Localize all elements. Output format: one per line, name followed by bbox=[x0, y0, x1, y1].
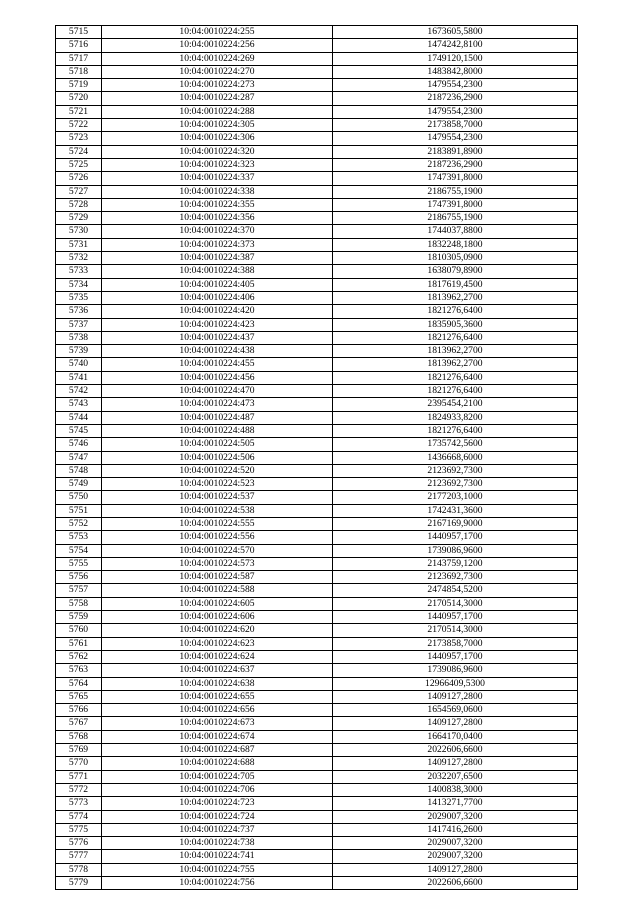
row-number-cell: 5738 bbox=[56, 331, 102, 344]
cadastral-value-table bbox=[55, 25, 578, 890]
cadastral-number-cell: 10:04:0010224:741 bbox=[102, 850, 333, 863]
row-number-cell: 5760 bbox=[56, 624, 102, 637]
cadastral-number-cell: 10:04:0010224:420 bbox=[102, 305, 333, 318]
cadastral-value-cell: 2029007,3200 bbox=[333, 810, 578, 823]
cadastral-value-cell: 1436668,6000 bbox=[333, 451, 578, 464]
cadastral-number-cell: 10:04:0010224:687 bbox=[102, 744, 333, 757]
cadastral-number-cell: 10:04:0010224:724 bbox=[102, 810, 333, 823]
table-row bbox=[56, 557, 578, 570]
cadastral-number-cell: 10:04:0010224:406 bbox=[102, 291, 333, 304]
cadastral-number-cell: 10:04:0010224:573 bbox=[102, 557, 333, 570]
cadastral-number-cell: 10:04:0010224:674 bbox=[102, 730, 333, 743]
table-row bbox=[56, 730, 578, 743]
table-row bbox=[56, 278, 578, 291]
cadastral-number-cell: 10:04:0010224:624 bbox=[102, 650, 333, 663]
table-row bbox=[56, 398, 578, 411]
table-row bbox=[56, 198, 578, 211]
cadastral-value-cell: 1483842,8000 bbox=[333, 65, 578, 78]
cadastral-number-cell: 10:04:0010224:455 bbox=[102, 358, 333, 371]
cadastral-number-cell: 10:04:0010224:370 bbox=[102, 225, 333, 238]
table-row bbox=[56, 305, 578, 318]
table-row bbox=[56, 252, 578, 265]
cadastral-number-cell: 10:04:0010224:387 bbox=[102, 252, 333, 265]
table-row bbox=[56, 172, 578, 185]
cadastral-number-cell: 10:04:0010224:470 bbox=[102, 385, 333, 398]
row-number-cell: 5777 bbox=[56, 850, 102, 863]
cadastral-number-cell: 10:04:0010224:606 bbox=[102, 611, 333, 624]
cadastral-number-cell: 10:04:0010224:673 bbox=[102, 717, 333, 730]
cadastral-number-cell: 10:04:0010224:388 bbox=[102, 265, 333, 278]
table-row bbox=[56, 478, 578, 491]
cadastral-number-cell: 10:04:0010224:556 bbox=[102, 531, 333, 544]
cadastral-number-cell: 10:04:0010224:688 bbox=[102, 757, 333, 770]
row-number-cell: 5754 bbox=[56, 544, 102, 557]
cadastral-value-cell: 1813962,2700 bbox=[333, 291, 578, 304]
row-number-cell: 5731 bbox=[56, 238, 102, 251]
cadastral-number-cell: 10:04:0010224:588 bbox=[102, 584, 333, 597]
table-row bbox=[56, 664, 578, 677]
cadastral-value-cell: 2474854,5200 bbox=[333, 584, 578, 597]
table-row bbox=[56, 145, 578, 158]
cadastral-value-cell: 1479554,2300 bbox=[333, 79, 578, 92]
cadastral-number-cell: 10:04:0010224:756 bbox=[102, 877, 333, 890]
cadastral-value-cell: 1739086,9600 bbox=[333, 664, 578, 677]
row-number-cell: 5761 bbox=[56, 637, 102, 650]
row-number-cell: 5772 bbox=[56, 783, 102, 796]
cadastral-number-cell: 10:04:0010224:506 bbox=[102, 451, 333, 464]
row-number-cell: 5752 bbox=[56, 517, 102, 530]
table-row bbox=[56, 744, 578, 757]
row-number-cell: 5753 bbox=[56, 531, 102, 544]
cadastral-value-cell: 1409127,2800 bbox=[333, 757, 578, 770]
cadastral-value-cell: 1440957,1700 bbox=[333, 650, 578, 663]
table-row bbox=[56, 877, 578, 890]
cadastral-number-cell: 10:04:0010224:655 bbox=[102, 690, 333, 703]
row-number-cell: 5739 bbox=[56, 345, 102, 358]
cadastral-value-cell: 1821276,6400 bbox=[333, 331, 578, 344]
table-row bbox=[56, 504, 578, 517]
cadastral-value-cell: 1821276,6400 bbox=[333, 424, 578, 437]
row-number-cell: 5748 bbox=[56, 464, 102, 477]
row-number-cell: 5766 bbox=[56, 704, 102, 717]
table-row bbox=[56, 637, 578, 650]
cadastral-number-cell: 10:04:0010224:505 bbox=[102, 438, 333, 451]
table-row bbox=[56, 119, 578, 132]
cadastral-value-cell: 1813962,2700 bbox=[333, 358, 578, 371]
cadastral-value-cell: 2022606,6600 bbox=[333, 744, 578, 757]
cadastral-value-cell: 2173858,7000 bbox=[333, 637, 578, 650]
cadastral-value-cell: 1409127,2800 bbox=[333, 863, 578, 876]
row-number-cell: 5776 bbox=[56, 837, 102, 850]
cadastral-number-cell: 10:04:0010224:755 bbox=[102, 863, 333, 876]
table-row bbox=[56, 438, 578, 451]
cadastral-value-cell: 2186755,1900 bbox=[333, 212, 578, 225]
cadastral-value-cell: 1654569,0600 bbox=[333, 704, 578, 717]
cadastral-number-cell: 10:04:0010224:456 bbox=[102, 371, 333, 384]
cadastral-value-cell: 1742431,3600 bbox=[333, 504, 578, 517]
table-row bbox=[56, 411, 578, 424]
cadastral-number-cell: 10:04:0010224:555 bbox=[102, 517, 333, 530]
row-number-cell: 5745 bbox=[56, 424, 102, 437]
table-row bbox=[56, 424, 578, 437]
cadastral-number-cell: 10:04:0010224:637 bbox=[102, 664, 333, 677]
table-row bbox=[56, 464, 578, 477]
cadastral-value-cell: 1744037,8800 bbox=[333, 225, 578, 238]
table-row bbox=[56, 544, 578, 557]
cadastral-number-cell: 10:04:0010224:356 bbox=[102, 212, 333, 225]
row-number-cell: 5740 bbox=[56, 358, 102, 371]
cadastral-value-cell: 1810305,0900 bbox=[333, 252, 578, 265]
cadastral-value-cell: 1474242,8100 bbox=[333, 39, 578, 52]
cadastral-number-cell: 10:04:0010224:305 bbox=[102, 119, 333, 132]
cadastral-number-cell: 10:04:0010224:623 bbox=[102, 637, 333, 650]
row-number-cell: 5755 bbox=[56, 557, 102, 570]
cadastral-value-cell: 2032207,6500 bbox=[333, 770, 578, 783]
row-number-cell: 5764 bbox=[56, 677, 102, 690]
cadastral-number-cell: 10:04:0010224:273 bbox=[102, 79, 333, 92]
row-number-cell: 5746 bbox=[56, 438, 102, 451]
cadastral-value-cell: 1739086,9600 bbox=[333, 544, 578, 557]
cadastral-number-cell: 10:04:0010224:537 bbox=[102, 491, 333, 504]
row-number-cell: 5736 bbox=[56, 305, 102, 318]
cadastral-value-cell: 2395454,2100 bbox=[333, 398, 578, 411]
table-row bbox=[56, 491, 578, 504]
cadastral-number-cell: 10:04:0010224:723 bbox=[102, 797, 333, 810]
cadastral-value-cell: 2143759,1200 bbox=[333, 557, 578, 570]
cadastral-number-cell: 10:04:0010224:538 bbox=[102, 504, 333, 517]
row-number-cell: 5720 bbox=[56, 92, 102, 105]
table-row bbox=[56, 385, 578, 398]
row-number-cell: 5757 bbox=[56, 584, 102, 597]
table-row bbox=[56, 79, 578, 92]
cadastral-value-cell: 1400838,3000 bbox=[333, 783, 578, 796]
cadastral-number-cell: 10:04:0010224:706 bbox=[102, 783, 333, 796]
table-row bbox=[56, 331, 578, 344]
row-number-cell: 5759 bbox=[56, 611, 102, 624]
row-number-cell: 5750 bbox=[56, 491, 102, 504]
cadastral-number-cell: 10:04:0010224:620 bbox=[102, 624, 333, 637]
table-row bbox=[56, 158, 578, 171]
cadastral-value-cell: 1747391,8000 bbox=[333, 198, 578, 211]
table-row bbox=[56, 358, 578, 371]
table-row bbox=[56, 92, 578, 105]
cadastral-value-cell: 1821276,6400 bbox=[333, 371, 578, 384]
table-row bbox=[56, 584, 578, 597]
row-number-cell: 5719 bbox=[56, 79, 102, 92]
cadastral-value-cell: 2123692,7300 bbox=[333, 478, 578, 491]
table-row bbox=[56, 265, 578, 278]
cadastral-number-cell: 10:04:0010224:337 bbox=[102, 172, 333, 185]
table-row bbox=[56, 212, 578, 225]
table-row bbox=[56, 225, 578, 238]
cadastral-value-cell: 1747391,8000 bbox=[333, 172, 578, 185]
table-row bbox=[56, 597, 578, 610]
cadastral-value-cell: 1409127,2800 bbox=[333, 717, 578, 730]
row-number-cell: 5742 bbox=[56, 385, 102, 398]
row-number-cell: 5729 bbox=[56, 212, 102, 225]
cadastral-value-cell: 1735742,5600 bbox=[333, 438, 578, 451]
cadastral-number-cell: 10:04:0010224:587 bbox=[102, 571, 333, 584]
row-number-cell: 5732 bbox=[56, 252, 102, 265]
table-row bbox=[56, 451, 578, 464]
cadastral-value-cell: 2187236,2900 bbox=[333, 92, 578, 105]
cadastral-value-cell: 2170514,3000 bbox=[333, 624, 578, 637]
row-number-cell: 5758 bbox=[56, 597, 102, 610]
row-number-cell: 5778 bbox=[56, 863, 102, 876]
cadastral-value-cell: 2123692,7300 bbox=[333, 571, 578, 584]
cadastral-number-cell: 10:04:0010224:355 bbox=[102, 198, 333, 211]
table-row bbox=[56, 52, 578, 65]
table-row bbox=[56, 850, 578, 863]
table-row bbox=[56, 717, 578, 730]
table-row bbox=[56, 783, 578, 796]
cadastral-value-cell: 1821276,6400 bbox=[333, 305, 578, 318]
row-number-cell: 5773 bbox=[56, 797, 102, 810]
row-number-cell: 5725 bbox=[56, 158, 102, 171]
table-row bbox=[56, 185, 578, 198]
cadastral-value-cell: 1817619,4500 bbox=[333, 278, 578, 291]
cadastral-number-cell: 10:04:0010224:605 bbox=[102, 597, 333, 610]
row-number-cell: 5722 bbox=[56, 119, 102, 132]
cadastral-number-cell: 10:04:0010224:320 bbox=[102, 145, 333, 158]
table-row bbox=[56, 624, 578, 637]
row-number-cell: 5744 bbox=[56, 411, 102, 424]
row-number-cell: 5751 bbox=[56, 504, 102, 517]
cadastral-value-cell: 1479554,2300 bbox=[333, 132, 578, 145]
cadastral-number-cell: 10:04:0010224:438 bbox=[102, 345, 333, 358]
row-number-cell: 5747 bbox=[56, 451, 102, 464]
cadastral-number-cell: 10:04:0010224:437 bbox=[102, 331, 333, 344]
cadastral-value-cell: 1479554,2300 bbox=[333, 105, 578, 118]
cadastral-value-cell: 1749120,1500 bbox=[333, 52, 578, 65]
cadastral-value-cell: 1664170,0400 bbox=[333, 730, 578, 743]
cadastral-value-cell: 2177203,1000 bbox=[333, 491, 578, 504]
table-row bbox=[56, 650, 578, 663]
row-number-cell: 5717 bbox=[56, 52, 102, 65]
row-number-cell: 5716 bbox=[56, 39, 102, 52]
cadastral-number-cell: 10:04:0010224:705 bbox=[102, 770, 333, 783]
table-row bbox=[56, 345, 578, 358]
cadastral-number-cell: 10:04:0010224:570 bbox=[102, 544, 333, 557]
row-number-cell: 5779 bbox=[56, 877, 102, 890]
table-row bbox=[56, 690, 578, 703]
cadastral-number-cell: 10:04:0010224:288 bbox=[102, 105, 333, 118]
row-number-cell: 5727 bbox=[56, 185, 102, 198]
cadastral-value-cell: 1638079,8900 bbox=[333, 265, 578, 278]
table-row bbox=[56, 238, 578, 251]
cadastral-number-cell: 10:04:0010224:287 bbox=[102, 92, 333, 105]
table-row bbox=[56, 132, 578, 145]
cadastral-number-cell: 10:04:0010224:269 bbox=[102, 52, 333, 65]
table-row bbox=[56, 770, 578, 783]
table-row bbox=[56, 823, 578, 836]
cadastral-value-cell: 1409127,2800 bbox=[333, 690, 578, 703]
cadastral-number-cell: 10:04:0010224:638 bbox=[102, 677, 333, 690]
row-number-cell: 5767 bbox=[56, 717, 102, 730]
table-row bbox=[56, 291, 578, 304]
row-number-cell: 5756 bbox=[56, 571, 102, 584]
table-row bbox=[56, 318, 578, 331]
row-number-cell: 5774 bbox=[56, 810, 102, 823]
cadastral-value-cell: 2123692,7300 bbox=[333, 464, 578, 477]
cadastral-number-cell: 10:04:0010224:270 bbox=[102, 65, 333, 78]
table-row bbox=[56, 704, 578, 717]
row-number-cell: 5734 bbox=[56, 278, 102, 291]
row-number-cell: 5733 bbox=[56, 265, 102, 278]
table-row bbox=[56, 863, 578, 876]
row-number-cell: 5715 bbox=[56, 26, 102, 39]
table-row bbox=[56, 611, 578, 624]
row-number-cell: 5721 bbox=[56, 105, 102, 118]
cadastral-value-cell: 2187236,2900 bbox=[333, 158, 578, 171]
row-number-cell: 5743 bbox=[56, 398, 102, 411]
table-row bbox=[56, 371, 578, 384]
cadastral-value-cell: 2183891,8900 bbox=[333, 145, 578, 158]
row-number-cell: 5723 bbox=[56, 132, 102, 145]
cadastral-value-cell: 1440957,1700 bbox=[333, 611, 578, 624]
table-body bbox=[56, 26, 578, 890]
row-number-cell: 5741 bbox=[56, 371, 102, 384]
cadastral-number-cell: 10:04:0010224:520 bbox=[102, 464, 333, 477]
cadastral-value-cell: 1835905,3600 bbox=[333, 318, 578, 331]
cadastral-number-cell: 10:04:0010224:738 bbox=[102, 837, 333, 850]
row-number-cell: 5771 bbox=[56, 770, 102, 783]
table-row bbox=[56, 26, 578, 39]
row-number-cell: 5770 bbox=[56, 757, 102, 770]
table-row bbox=[56, 677, 578, 690]
cadastral-value-cell: 2173858,7000 bbox=[333, 119, 578, 132]
cadastral-value-cell: 2170514,3000 bbox=[333, 597, 578, 610]
cadastral-number-cell: 10:04:0010224:487 bbox=[102, 411, 333, 424]
cadastral-value-cell: 1440957,1700 bbox=[333, 531, 578, 544]
table-row bbox=[56, 531, 578, 544]
row-number-cell: 5749 bbox=[56, 478, 102, 491]
table-row bbox=[56, 810, 578, 823]
row-number-cell: 5726 bbox=[56, 172, 102, 185]
cadastral-number-cell: 10:04:0010224:488 bbox=[102, 424, 333, 437]
cadastral-value-cell: 1832248,1800 bbox=[333, 238, 578, 251]
cadastral-number-cell: 10:04:0010224:255 bbox=[102, 26, 333, 39]
row-number-cell: 5718 bbox=[56, 65, 102, 78]
cadastral-value-cell: 12966409,5300 bbox=[333, 677, 578, 690]
cadastral-value-cell: 1821276,6400 bbox=[333, 385, 578, 398]
cadastral-value-cell: 1824933,8200 bbox=[333, 411, 578, 424]
cadastral-number-cell: 10:04:0010224:373 bbox=[102, 238, 333, 251]
row-number-cell: 5724 bbox=[56, 145, 102, 158]
table-row bbox=[56, 65, 578, 78]
cadastral-number-cell: 10:04:0010224:423 bbox=[102, 318, 333, 331]
row-number-cell: 5765 bbox=[56, 690, 102, 703]
row-number-cell: 5730 bbox=[56, 225, 102, 238]
cadastral-value-cell: 2167169,9000 bbox=[333, 517, 578, 530]
row-number-cell: 5737 bbox=[56, 318, 102, 331]
row-number-cell: 5762 bbox=[56, 650, 102, 663]
table-row bbox=[56, 105, 578, 118]
row-number-cell: 5728 bbox=[56, 198, 102, 211]
row-number-cell: 5763 bbox=[56, 664, 102, 677]
cadastral-value-cell: 2022606,6600 bbox=[333, 877, 578, 890]
row-number-cell: 5768 bbox=[56, 730, 102, 743]
cadastral-number-cell: 10:04:0010224:656 bbox=[102, 704, 333, 717]
table-row bbox=[56, 571, 578, 584]
cadastral-value-cell: 1417416,2600 bbox=[333, 823, 578, 836]
cadastral-number-cell: 10:04:0010224:405 bbox=[102, 278, 333, 291]
row-number-cell: 5769 bbox=[56, 744, 102, 757]
table-row bbox=[56, 757, 578, 770]
cadastral-value-cell: 1673605,5800 bbox=[333, 26, 578, 39]
table-row bbox=[56, 797, 578, 810]
cadastral-value-cell: 2029007,3200 bbox=[333, 837, 578, 850]
table-row bbox=[56, 837, 578, 850]
cadastral-value-cell: 1813962,2700 bbox=[333, 345, 578, 358]
table-row bbox=[56, 39, 578, 52]
cadastral-value-cell: 2029007,3200 bbox=[333, 850, 578, 863]
row-number-cell: 5735 bbox=[56, 291, 102, 304]
cadastral-number-cell: 10:04:0010224:338 bbox=[102, 185, 333, 198]
cadastral-number-cell: 10:04:0010224:473 bbox=[102, 398, 333, 411]
cadastral-value-cell: 2186755,1900 bbox=[333, 185, 578, 198]
cadastral-number-cell: 10:04:0010224:737 bbox=[102, 823, 333, 836]
row-number-cell: 5775 bbox=[56, 823, 102, 836]
table-row bbox=[56, 517, 578, 530]
cadastral-number-cell: 10:04:0010224:523 bbox=[102, 478, 333, 491]
cadastral-number-cell: 10:04:0010224:323 bbox=[102, 158, 333, 171]
cadastral-value-cell: 1413271,7700 bbox=[333, 797, 578, 810]
cadastral-number-cell: 10:04:0010224:306 bbox=[102, 132, 333, 145]
cadastral-number-cell: 10:04:0010224:256 bbox=[102, 39, 333, 52]
